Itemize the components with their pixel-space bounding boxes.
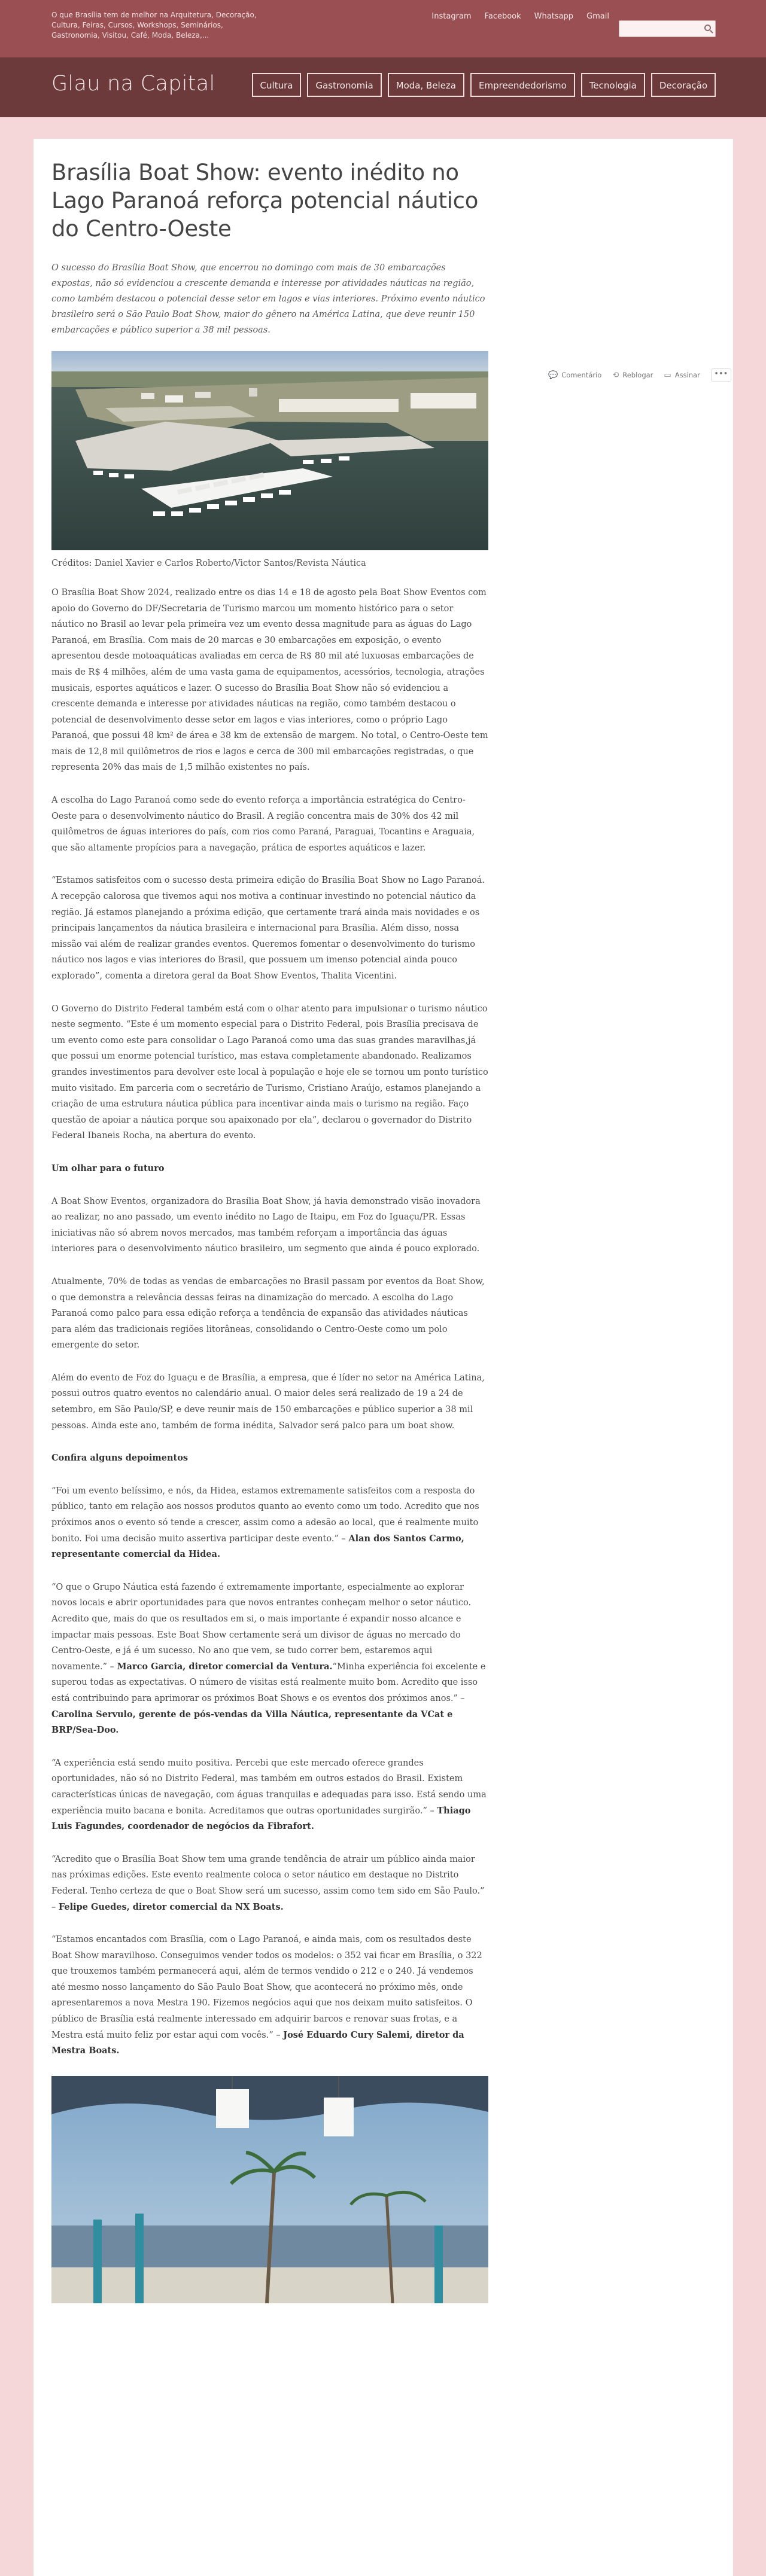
- article-lead: O sucesso do Brasília Boat Show, que encerrou no domingo com mais de 30 embarcações expostas, não só evidenciou a crescente demanda e interesse por atividades náuticas na região, como também destacou o potencial desse setor em lagos e vias interiores. Próximo evento náutico brasileiro será o São Paulo Boat Show, maior do gênero na América Latina, que deve reunir 150 embarcações e público superior a 38 mil pessoas.: [51, 263, 485, 335]
- main-menu: [252, 73, 716, 97]
- menu-item-moda-beleza[interactable]: Moda, Beleza: [388, 73, 464, 97]
- menu-item-empreendedorismo[interactable]: Empreendedorismo: [470, 73, 575, 97]
- search-icon[interactable]: [704, 25, 711, 31]
- event-photo-illustration: [51, 2076, 488, 2303]
- paragraph: Atualmente, 70% de todas as vendas de embarcações no Brasil passam por eventos da Boat Show, o que demonstra a relevância dessas feiras na dinamização do mercado. A escolha do Lago Paranoá como palco para essa edição reforça a tendência de expansão das atividades náuticas para além das tradicionais regiões litorâneas, consolidando o Centro-Oeste como um polo emergente do setor.: [51, 1276, 485, 1351]
- testimonial-author: Marco Garcia, diretor comercial da Ventura.: [117, 1661, 333, 1672]
- comment-icon: 💬: [548, 370, 558, 380]
- testimonial-text: “O que o Grupo Náutica está fazendo é extremamente importante, especialmente ao explorar novos locais e abrir oportunidades para que novos entrantes conheçam melhor o setor náutico. Acredito que, mais do que os resultados em si, o mais importante é expandir nosso alcance e impactar mais pessoas. Este Boat Show certamente será um divisor de águas no mercado do Centro-Oeste, e já é um sucesso. No ano que vem, se tudo correr bem, estaremos aqui novamente.” –: [51, 1582, 472, 1672]
- more-actions-button[interactable]: •••: [711, 368, 731, 382]
- testimonial-author: Felipe Guedes, diretor comercial da NX Boats.: [58, 1901, 284, 1912]
- site-title[interactable]: Glau na Capital: [51, 72, 215, 96]
- section-heading: Um olhar para o futuro: [51, 1163, 165, 1173]
- facebook-link[interactable]: Facebook: [484, 12, 521, 21]
- menu-item-gastronomia[interactable]: Gastronomia: [307, 73, 381, 97]
- instagram-link[interactable]: Instagram: [431, 12, 472, 21]
- paragraph: A Boat Show Eventos, organizadora do Brasília Boat Show, já havia demonstrado visão inovadora ao realizar, no ano passado, um evento inédito no Lago de Itaipu, em Foz do Iguaçu/PR. Essas iniciativas não só abrem novos mercados, mas também reforçam a importância das águas interiores para o desenvolvimento náutico brasileiro, um segmento que ainda é pouco explorado.: [51, 1196, 481, 1254]
- reblog-action[interactable]: [612, 371, 653, 380]
- article-title: Brasília Boat Show: evento inédito no Lago Paranoá reforça potencial náutico do Centro-Oeste: [51, 160, 479, 242]
- social-links: [431, 12, 609, 21]
- testimonial-text: “Foi um evento belíssimo, e nós, da Hidea, estamos extremamente satisfeitos com a resposta do público, tanto em relação aos nossos produtos quanto ao evento como um todo. Acredito que nos próximos anos o evento só tende a crescer, assim como a adesão ao local, que é realmente muito bonito. Foi uma decisão muito assertiva participar deste evento.” –: [51, 1486, 479, 1544]
- reblog-label: Reblogar: [622, 371, 653, 379]
- main-header: [0, 57, 766, 117]
- testimonial: [51, 1580, 488, 1739]
- testimonial-text: “Acredito que o Brasília Boat Show tem uma grande tendência de atrair um público ainda maior nas próximas edições. Este evento realmente coloca o setor náutico em destaque no Distrito Federal. Tenho certeza de que o Boat Show será um sucesso, assim como tem sido em São Paulo.” –: [51, 1854, 485, 1912]
- post-action-bar: [548, 368, 731, 382]
- photo-caption: Créditos: Daniel Xavier e Carlos Roberto/Victor Santos/Revista Náutica: [51, 558, 366, 568]
- testimonial-author: Thiago Luis Fagundes, coordenador de negócios da Fibrafort.: [51, 1805, 471, 1832]
- testimonial: [51, 1755, 488, 1835]
- testimonial-text: “Estamos encantados com Brasília, com o Lago Paranoá, e ainda mais, com os resultados deste Boat Show maravilhoso. Conseguimos vender todos os modelos: o 352 vai ficar em Brasília, o 322 que trouxemos também permanecerá aqui, além de termos vendido o 212 e o 240. Já vendemos até mesmo nosso lançamento do São Paulo Boat Show, que acontecerá no próximo mês, onde apresentaremos a nova Mestra 190. Fizemos negócios aqui que nos deixam muito satisfeitos. O público de Brasília está realmente interessado em adquirir barcos e renovar suas frotas, e a Mestra está muito feliz por estar aqui com vocês.” –: [51, 1935, 482, 2040]
- testimonial-author: Alan dos Santos Carmo, representante comercial da Hidea.: [51, 1533, 464, 1560]
- search-input[interactable]: [619, 21, 715, 36]
- paragraph: O Governo do Distrito Federal também está com o olhar atento para impulsionar o turismo náutico neste segmento. “Este é um momento especial para o Distrito Federal, pois Brasília precisava de um evento como este para consolidar o Lago Paranoá como uma das suas grandes maravilhas,já que possui um enorme potencial turístico, mas estava completamente abandonado. Realizamos grandes investimentos para devolver este local à população e hoje ele se tornou um ponto turístico muito visitado. Em parceria com o secretário de Turismo, Cristiano Araújo, estamos planejando a criação de uma estrutura náutica pública para incentivar ainda mais o turismo na região. Faço questão de apoiar a náutica porque sou apaixonado por ela”, declarou o governador do Distrito Federal Ibaneis Rocha, na abertura do evento.: [51, 1004, 488, 1141]
- paragraph: A escolha do Lago Paranoá como sede do evento reforça a importância estratégica do Centro-Oeste para o desenvolvimento náutico do Brasil. A região concentra mais de 30% dos 42 mil quilômetros de águas interiores do país, com rios como Paraná, Paraguai, Tocantins e Araguaia, que são altamente propícios para a navegação, prática de esportes aquáticos e lazer.: [51, 795, 475, 853]
- paragraph: O Brasília Boat Show 2024, realizado entre os dias 14 e 18 de agosto pela Boat Show Eventos com apoio do Governo do DF/Secretaria de Turismo marcou um momento histórico para o setor náutico no Brasil ao levar pela primeira vez um evento dessa magnitude para as águas do Lago Paranoá, em Brasília. Com mais de 20 marcas e 30 embarcações em exposição, o evento apresentou desde motoaquáticas avaliadas em cerca de R$ 80 mil até luxuosas embarcações de mais de R$ 4 milhões, além de uma vasta gama de equipamentos, acessórios, tecnologia, atrações musicais, esportes aquáticos e lazer. O sucesso do Brasília Boat Show não só evidenciou a crescente demanda e interesse por atividades náuticas na região, como também destacou o potencial de desenvolvimento desse setor em lagos e vias interiores, como o próprio Lago Paranoá, que possui 48 km² de área e 38 km de extensão de margem. No total, o Centro-Oeste tem mais de 12,8 mil quilômetros de rios e lagos e cerca de 300 mil embarcações registradas, o que representa 20% das mais de 1,5 milhão existentes no país.: [51, 587, 488, 773]
- site-tagline: O que Brasília tem de melhor na Arquitetura, Decoração, Cultura, Feiras, Cursos, Workshops, Seminários, Gastronomia, Visitou, Café, Moda, Beleza,...: [51, 11, 257, 39]
- testimonial-text: “A experiência está sendo muito positiva. Percebi que este mercado oferece grandes oportunidades, não só no Distrito Federal, mas também em outros estados do Brasil. Existem características únicas de navegação, com águas tranquilas e adequadas para isso. Está sendo uma experiência muito bacana e bonita. Acreditamos que outras oportunidades surgirão.” –: [51, 1758, 487, 1816]
- search-box: [619, 20, 716, 37]
- event-photo: [51, 2076, 488, 2303]
- aerial-photo-illustration: [51, 351, 488, 550]
- paragraph: “Estamos satisfeitos com o sucesso desta primeira edição do Brasília Boat Show no Lago Paranoá. A recepção calorosa que tivemos aqui nos motiva a continuar investindo no potencial náutico da região. Já estamos planejando a próxima edição, que certamente trará ainda mais novidades e os principais lançamentos da náutica brasileira e internacional para Brasília. Além disso, nossa missão vai além de realizar grandes eventos. Queremos fomentar o desenvolvimento do turismo náutico nos lagos e vias interiores do Brasil, que possuem um imenso potencial ainda pouco explorado”, comenta a diretora geral da Boat Show Eventos, Thalita Vicentini.: [51, 876, 485, 981]
- testimonial: [51, 1483, 488, 1563]
- boat-show-aerial-photo: [51, 351, 488, 550]
- subscribe-label: Assinar: [674, 371, 700, 379]
- subscribe-action[interactable]: [664, 371, 700, 380]
- testimonial: [51, 1852, 488, 1915]
- top-bar: [0, 0, 766, 57]
- testimonial: [51, 1932, 488, 2059]
- menu-item-decoracao[interactable]: Decoração: [651, 73, 716, 97]
- article: [51, 159, 488, 2303]
- content-area: [34, 139, 733, 2576]
- comment-label: Comentário: [561, 371, 602, 379]
- paragraph: Além do evento de Foz do Iguaçu e de Brasília, a empresa, que é líder no setor na América Latina, possui outros quatro eventos no calendário anual. O maior deles será realizado de 19 a 24 de setembro, em São Paulo/SP, e deve reunir mais de 150 embarcações e público superior a 38 mil pessoas. Ainda este ano, também de forma inédita, Salvador será palco para um boat show.: [51, 1373, 485, 1431]
- comment-action[interactable]: [548, 371, 601, 380]
- menu-item-tecnologia[interactable]: Tecnologia: [581, 73, 645, 97]
- testimonial-author: José Eduardo Cury Salemi, diretor da Mestra Boats.: [51, 2029, 464, 2056]
- reblog-icon: ⟲: [612, 370, 619, 380]
- section-heading: Confira alguns depoimentos: [51, 1453, 189, 1464]
- menu-item-cultura[interactable]: Cultura: [252, 73, 302, 97]
- testimonial-author: Carolina Servulo, gerente de pós-vendas da Villa Náutica, representante da VCat e BRP/Sea-Doo.: [51, 1709, 453, 1736]
- gmail-link[interactable]: Gmail: [586, 12, 609, 21]
- testimonial-text: “Minha experiência foi excelente e superou todas as expectativas. O número de visitas está realmente muito bom. Acredito que isso está contribuindo para aprimorar os próximos Boat Shows e os eventos dos próximos anos.” –: [51, 1662, 486, 1703]
- whatsapp-link[interactable]: Whatsapp: [534, 12, 574, 21]
- subscribe-icon: ▭: [664, 370, 671, 380]
